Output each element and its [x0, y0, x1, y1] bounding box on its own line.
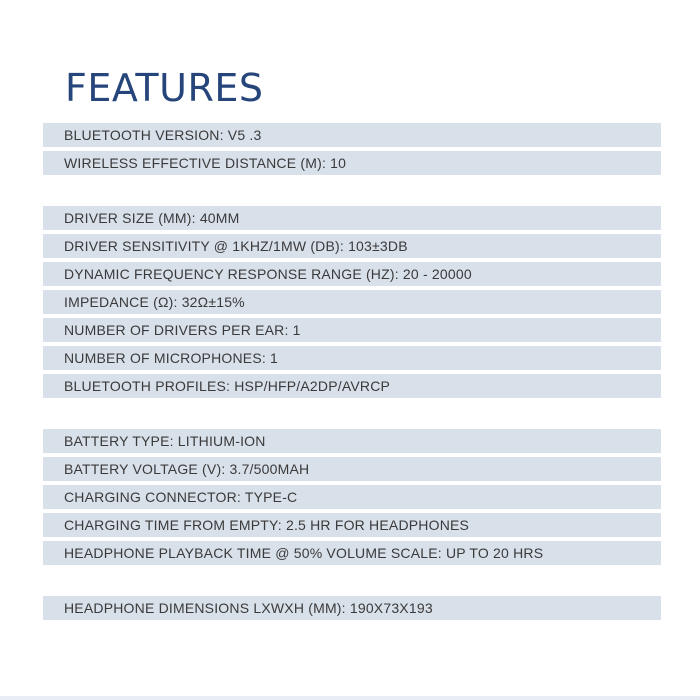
spec-group-connectivity — [43, 123, 661, 175]
spec-group-dimensions — [43, 596, 661, 620]
spec-row-charging-connector: CHARGING CONNECTOR: TYPE-C — [43, 485, 661, 509]
bottom-divider — [0, 696, 700, 700]
spec-row-charging-time: CHARGING TIME FROM EMPTY: 2.5 HR FOR HEADPHONES — [43, 513, 661, 537]
spec-row-frequency-response: DYNAMIC FREQUENCY RESPONSE RANGE (HZ): 20 - 20000 — [43, 262, 661, 286]
spec-group-battery — [43, 429, 661, 565]
spec-row-dimensions: HEADPHONE DIMENSIONS LXWXH (MM): 190X73X193 — [43, 596, 661, 620]
page-title: FEATURES — [65, 66, 264, 110]
spec-row-drivers-per-ear: NUMBER OF DRIVERS PER EAR: 1 — [43, 318, 661, 342]
spec-row-battery-voltage: BATTERY VOLTAGE (V): 3.7/500MAH — [43, 457, 661, 481]
spec-list — [43, 123, 661, 651]
spec-row-impedance: IMPEDANCE (Ω): 32Ω±15% — [43, 290, 661, 314]
spec-row-bluetooth-profiles: BLUETOOTH PROFILES: HSP/HFP/A2DP/AVRCP — [43, 374, 661, 398]
spec-row-bluetooth-version: BLUETOOTH VERSION: V5 .3 — [43, 123, 661, 147]
spec-row-microphones: NUMBER OF MICROPHONES: 1 — [43, 346, 661, 370]
spec-row-wireless-distance: WIRELESS EFFECTIVE DISTANCE (M): 10 — [43, 151, 661, 175]
spec-row-driver-size: DRIVER SIZE (MM): 40MM — [43, 206, 661, 230]
spec-row-driver-sensitivity: DRIVER SENSITIVITY @ 1KHZ/1MW (DB): 103±3DB — [43, 234, 661, 258]
spec-group-audio — [43, 206, 661, 398]
spec-row-playback-time: HEADPHONE PLAYBACK TIME @ 50% VOLUME SCALE: UP TO 20 HRS — [43, 541, 661, 565]
spec-row-battery-type: BATTERY TYPE: LITHIUM-ION — [43, 429, 661, 453]
